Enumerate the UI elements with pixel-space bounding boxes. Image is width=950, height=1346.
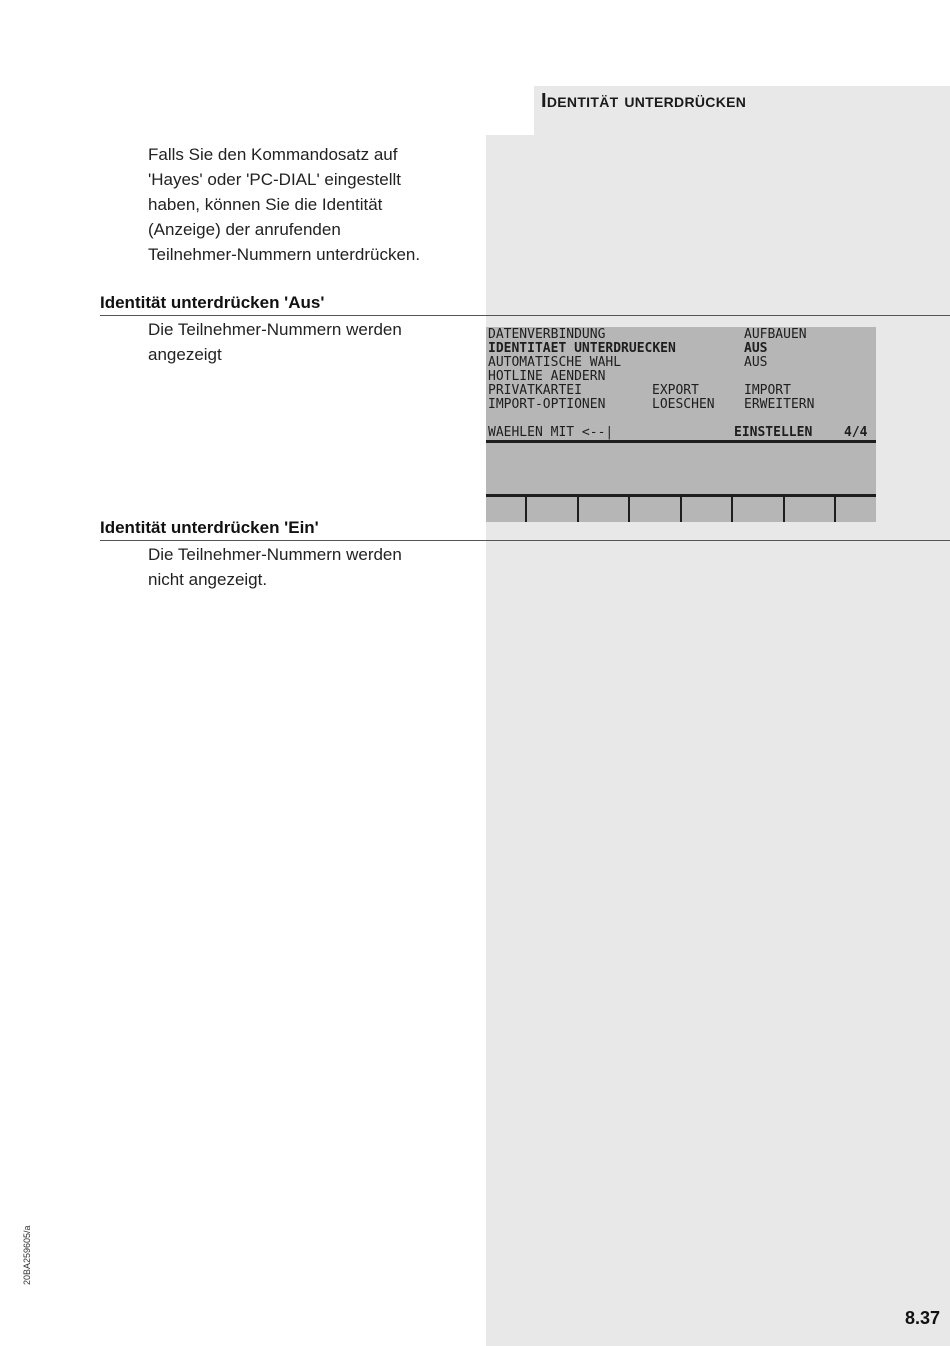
document-code: 20BA259605/a [22, 1225, 32, 1285]
lcd-row-value: AUFBAUEN [744, 327, 807, 342]
lcd-row-label-selected: IDENTITAET UNTERDRUECKEN [488, 341, 676, 356]
section-line: Die Teilnehmer-Nummern werden [148, 545, 402, 564]
softkey-divider [783, 497, 785, 522]
page-number: 8.37 [905, 1308, 941, 1328]
softkey-divider [680, 497, 682, 522]
lcd-row-value: AUS [744, 355, 768, 370]
lcd-row-value-selected: AUS [744, 341, 768, 356]
lcd-row-label: PRIVATKARTEI [488, 383, 582, 398]
section-line: nicht angezeigt. [148, 570, 268, 589]
lcd-row-value: IMPORT [744, 383, 791, 398]
lcd-separator [486, 440, 876, 443]
lcd-row-mid: LOESCHEN [652, 397, 715, 412]
section-text-aus [148, 317, 468, 367]
section-rule [100, 315, 950, 316]
softkey-divider [834, 497, 836, 522]
softkey-divider [525, 497, 527, 522]
lcd-row-label: AUTOMATISCHE WAHL [488, 355, 622, 370]
intro-line: (Anzeige) der anrufenden [148, 220, 341, 239]
softkey-divider [731, 497, 733, 522]
intro-line: 'Hayes' oder 'PC-DIAL' eingestellt [148, 170, 401, 189]
intro-line: Teilnehmer-Nummern unterdrücken. [148, 245, 421, 264]
section-text-ein [148, 542, 468, 592]
lcd-status-left: WAEHLEN MIT <--| [488, 425, 614, 440]
lcd-row-value: ERWEITERN [744, 397, 815, 412]
lcd-row-label: DATENVERBINDUNG [488, 327, 606, 342]
lcd-status-page: 4/4 [844, 425, 868, 440]
lcd-status-right: EINSTELLEN [734, 425, 813, 440]
lcd-row-mid: EXPORT [652, 383, 699, 398]
lcd-row-label: IMPORT-OPTIONEN [488, 397, 606, 412]
section-line: Die Teilnehmer-Nummern werden [148, 320, 402, 339]
softkey-bar [486, 497, 876, 522]
section-line: angezeigt [148, 345, 222, 364]
softkey-divider [628, 497, 630, 522]
lcd-display [486, 327, 876, 522]
gray-column [486, 135, 950, 1346]
page-title: Identität unterdrücken [541, 90, 747, 112]
softkey-divider [577, 497, 579, 522]
intro-line: Falls Sie den Kommandosatz auf [148, 145, 398, 164]
section-heading-aus: Identität unterdrücken 'Aus' [100, 293, 325, 312]
intro-line: haben, können Sie die Identität [148, 195, 383, 214]
intro-text [148, 142, 468, 267]
section-rule [100, 540, 950, 541]
lcd-row-label: HOTLINE AENDERN [488, 369, 606, 384]
section-heading-ein: Identität unterdrücken 'Ein' [100, 518, 319, 537]
